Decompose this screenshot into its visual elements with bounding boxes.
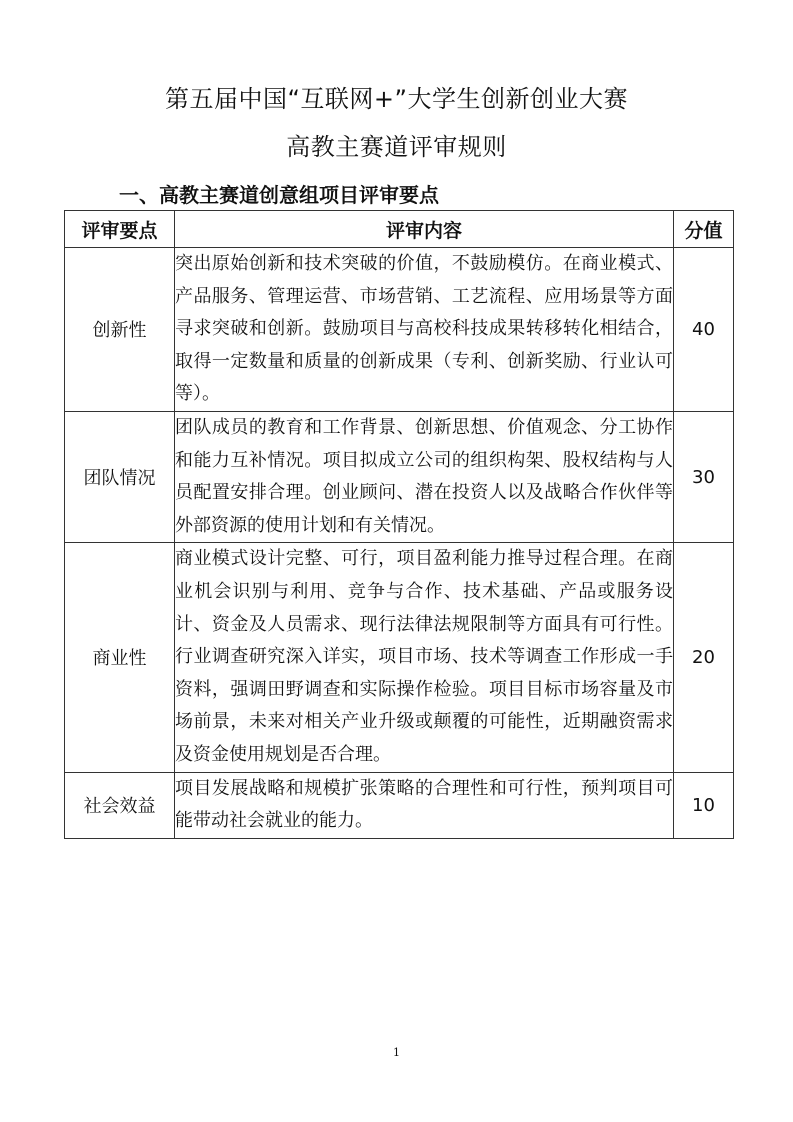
row-content: 突出原始创新和技术突破的价值，不鼓励模仿。在商业模式、产品服务、管理运营、市场营销、工艺流程、应用场景等方面寻求突破和创新。鼓励项目与高校科技成果转移转化相结合，取得一定数量和质量的创新成果（专利、创新奖励、行业认可等）。 <box>175 248 674 412</box>
page-number: 1 <box>393 1046 400 1059</box>
row-score: 30 <box>674 411 734 542</box>
row-score: 40 <box>674 248 734 412</box>
table-row <box>65 772 734 838</box>
row-content: 项目发展战略和规模扩张策略的合理性和可行性，预判项目可能带动社会就业的能力。 <box>175 772 674 838</box>
row-point: 商业性 <box>65 543 175 772</box>
row-point: 团队情况 <box>65 411 175 542</box>
table-row <box>65 543 734 772</box>
row-content: 团队成员的教育和工作背景、创新思想、价值观念、分工协作和能力互补情况。项目拟成立公司的组织构架、股权结构与人员配置安排合理。创业顾问、潜在投资人以及战略合作伙伴等外部资源的使用计划和有关情况。 <box>175 411 674 542</box>
row-point: 社会效益 <box>65 772 175 838</box>
row-score: 20 <box>674 543 734 772</box>
table-row <box>65 411 734 542</box>
row-content: 商业模式设计完整、可行，项目盈利能力推导过程合理。在商业机会识别与利用、竞争与合作、技术基础、产品或服务设计、资金及人员需求、现行法律法规限制等方面具有可行性。行业调查研究深入详实，项目市场、技术等调查工作形成一手资料，强调田野调查和实际操作检验。项目目标市场容量及市场前景，未来对相关产业升级或颠覆的可能性，近期融资需求及资金使用规划是否合理。 <box>175 543 674 772</box>
document-title: 第五届中国“互联网+”大学生创新创业大赛 <box>165 85 628 113</box>
row-point: 创新性 <box>65 248 175 412</box>
table-header-row <box>65 211 734 248</box>
header-score: 分值 <box>674 211 734 248</box>
header-content: 评审内容 <box>175 211 674 248</box>
document-subtitle: 高教主赛道评审规则 <box>286 133 507 161</box>
header-point: 评审要点 <box>65 211 175 248</box>
section-heading: 一、高教主赛道创意组项目评审要点 <box>119 183 439 207</box>
row-score: 10 <box>674 772 734 838</box>
evaluation-table <box>64 210 734 839</box>
table-row <box>65 248 734 412</box>
